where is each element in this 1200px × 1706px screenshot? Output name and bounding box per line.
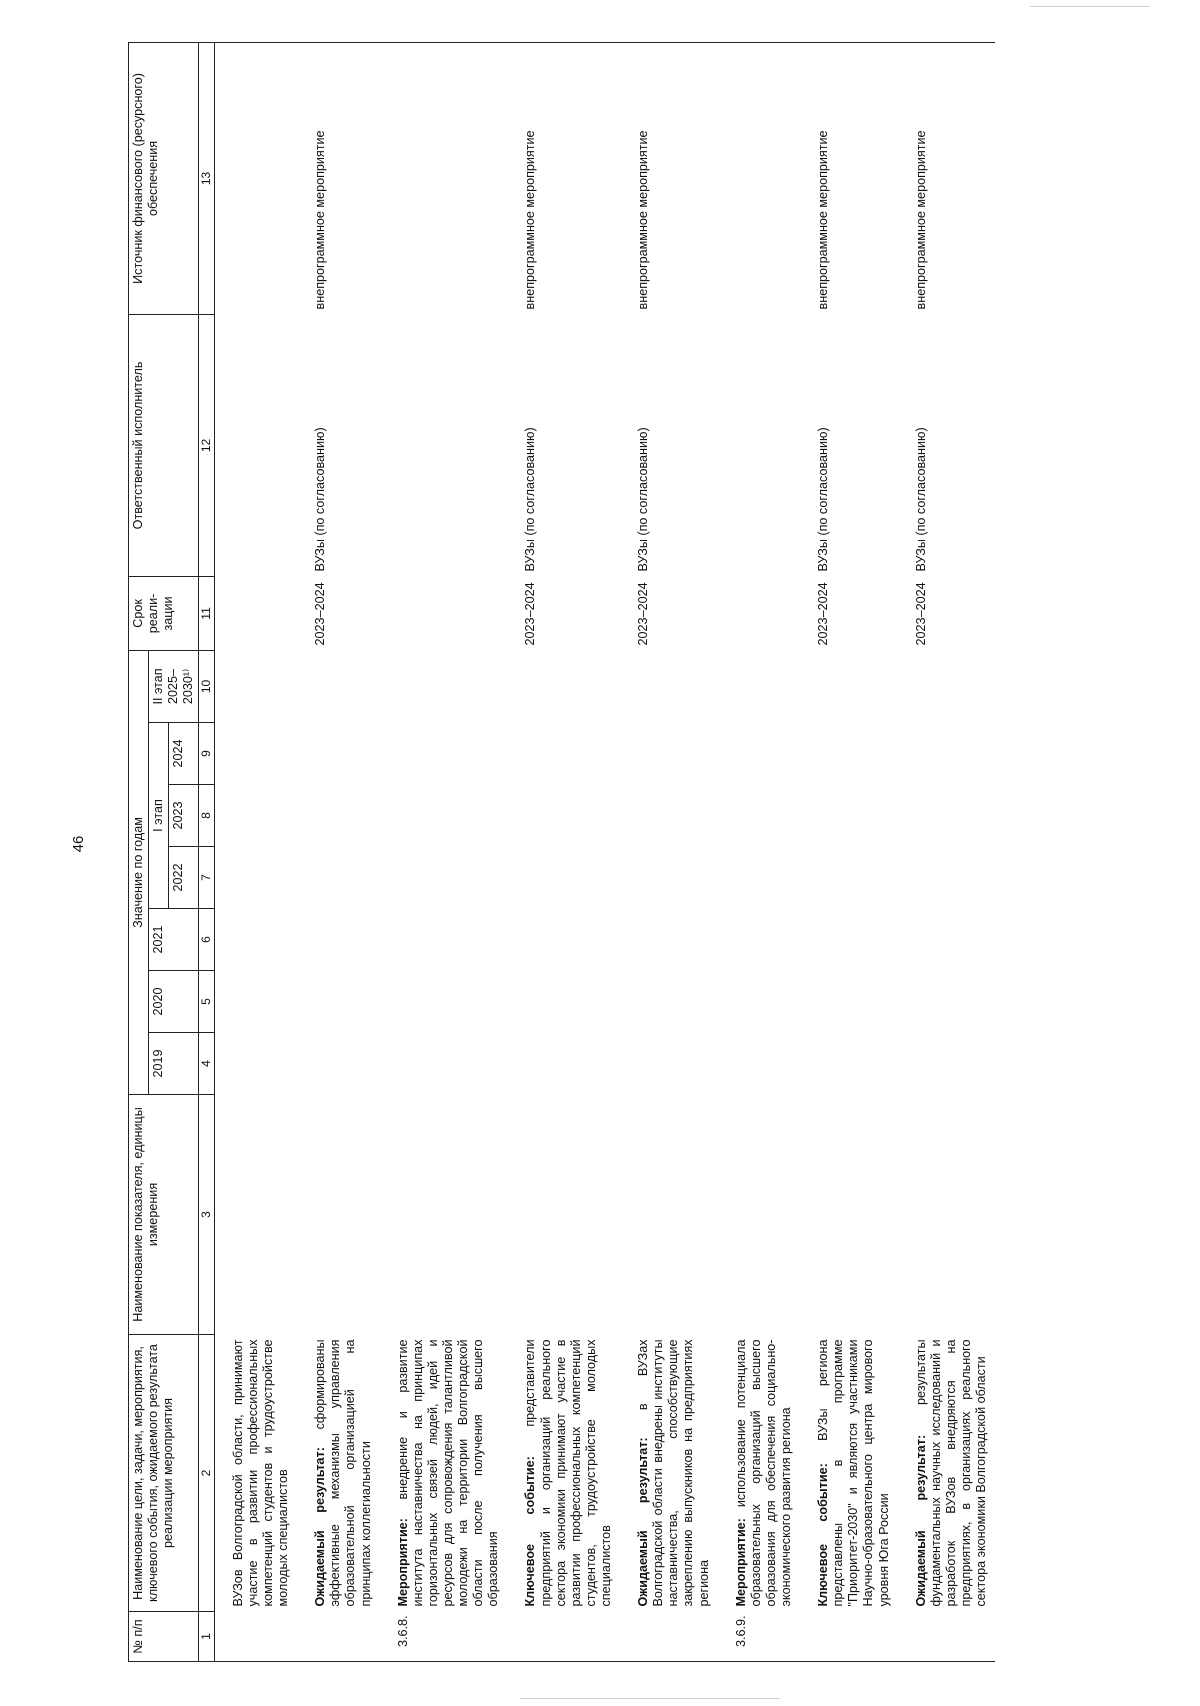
empty-cell <box>800 971 898 1033</box>
header-year-2023: 2023 <box>169 785 199 847</box>
empty-cell <box>507 909 620 971</box>
row-executor: ВУЗы (по согласованию) <box>523 427 538 572</box>
row-text: использование потенциала образовательных организаций высшего образования для обеспечения социально-экономического развития региона <box>733 1339 793 1607</box>
empty-cell <box>380 1095 508 1335</box>
row-executor <box>214 314 297 576</box>
row-source: внепрограммное мероприятие <box>898 42 996 314</box>
row-number: 3.6.8. <box>380 1612 508 1662</box>
column-number: 8 <box>199 785 214 847</box>
column-number: 5 <box>199 971 214 1033</box>
row-description <box>380 1335 508 1612</box>
empty-cell <box>800 723 898 785</box>
row-number <box>898 1612 996 1662</box>
row-description <box>898 1335 996 1612</box>
empty-cell <box>380 847 508 909</box>
header-term: Срок реали-зации <box>129 576 199 650</box>
empty-cell <box>380 785 508 847</box>
empty-cell <box>898 1033 996 1095</box>
header-indicator: Наименование показателя, единицы измерения <box>129 1095 199 1335</box>
row-term: 2023–2024 <box>313 582 328 646</box>
empty-cell <box>214 723 297 785</box>
row-lead-label: Ключевое событие: <box>523 1456 538 1607</box>
empty-cell <box>380 971 508 1033</box>
row-lead-label: Ожидаемый результат: <box>313 1447 328 1607</box>
row-lead-label: Ключевое событие: <box>816 1463 831 1607</box>
column-number: 11 <box>199 576 214 650</box>
empty-cell <box>620 971 718 1033</box>
empty-cell <box>898 785 996 847</box>
row-description <box>297 1335 379 1612</box>
row-number <box>297 1612 379 1662</box>
header-num: № п/п <box>129 1612 199 1662</box>
empty-cell <box>214 847 297 909</box>
empty-cell <box>800 847 898 909</box>
column-number: 12 <box>199 314 214 576</box>
empty-cell <box>507 847 620 909</box>
table-row <box>214 42 297 1661</box>
empty-cell <box>800 785 898 847</box>
empty-cell <box>214 1095 297 1335</box>
row-executor: ВУЗы (по согласованию) <box>636 427 651 572</box>
column-number: 3 <box>199 1095 214 1335</box>
column-number: 1 <box>199 1612 214 1662</box>
column-number: 10 <box>199 650 214 722</box>
row-term <box>214 576 297 650</box>
row-executor: ВУЗы (по согласованию) <box>816 427 831 572</box>
empty-cell <box>620 847 718 909</box>
table-row <box>620 42 718 1661</box>
row-text: ВУЗов Волгоградской области, принимают участие в развитии профессиональных компетенций студентов и трудоустройстве молодых специалистов <box>230 1339 291 1607</box>
column-numbers-row <box>199 42 214 1661</box>
empty-cell <box>297 971 379 1033</box>
header-source: Источник финансового (ресурсного) обеспечения <box>129 42 199 314</box>
row-source: внепрограммное мероприятие <box>507 42 620 314</box>
row-lead-label: Мероприятие: <box>395 1518 410 1607</box>
table-row <box>800 42 898 1661</box>
empty-cell <box>380 723 508 785</box>
empty-cell <box>898 650 996 722</box>
empty-cell <box>898 909 996 971</box>
empty-cell <box>380 909 508 971</box>
row-executor: ВУЗы (по согласованию) <box>913 427 928 572</box>
empty-cell <box>718 1095 800 1335</box>
row-term <box>380 576 508 650</box>
header-name: Наименование цели, задачи, мероприятия, ключевого события, ожидаемого результата реализации мероприятия <box>129 1335 199 1612</box>
row-description <box>718 1335 800 1612</box>
empty-cell <box>297 909 379 971</box>
header-year-2024: 2024 <box>169 723 199 785</box>
row-source: внепрограммное мероприятие <box>620 42 718 314</box>
empty-cell <box>718 847 800 909</box>
row-lead-label: Ожидаемый результат: <box>913 1434 928 1607</box>
empty-cell <box>800 1095 898 1335</box>
empty-cell <box>898 847 996 909</box>
empty-cell <box>620 650 718 722</box>
empty-cell <box>718 971 800 1033</box>
empty-cell <box>620 1033 718 1095</box>
row-source <box>718 42 800 314</box>
empty-cell <box>507 723 620 785</box>
empty-cell <box>620 909 718 971</box>
column-number: 6 <box>199 909 214 971</box>
empty-cell <box>620 785 718 847</box>
empty-cell <box>297 723 379 785</box>
scan-edge-top <box>1030 6 1150 7</box>
header-year-2021: 2021 <box>149 909 199 971</box>
row-text: результаты фундаментальных научных исследований и разработок ВУЗов внедряются на предприятиях, в организациях реального сектора экономики Волгоградской области <box>913 1339 989 1607</box>
header-year-2022: 2022 <box>169 847 199 909</box>
empty-cell <box>507 971 620 1033</box>
row-description <box>507 1335 620 1612</box>
empty-cell <box>507 1095 620 1335</box>
empty-cell <box>800 909 898 971</box>
table-row <box>507 42 620 1661</box>
row-source <box>214 42 297 314</box>
empty-cell <box>214 650 297 722</box>
empty-cell <box>297 1095 379 1335</box>
empty-cell <box>507 1033 620 1095</box>
row-lead-label: Ожидаемый результат: <box>636 1437 651 1607</box>
row-text: внедрение и развитие института наставничества на принципах горизонтальных связей людей, идей и ресурсов для сопровождения талантливой молодежи на территории Волгоградской области после получения высшего образования <box>395 1339 501 1607</box>
scan-edge-bottom <box>520 1698 780 1699</box>
empty-cell <box>898 971 996 1033</box>
table-body <box>214 42 995 1661</box>
empty-cell <box>297 1033 379 1095</box>
row-number <box>620 1612 718 1662</box>
row-number <box>800 1612 898 1662</box>
empty-cell <box>718 1033 800 1095</box>
header-values-by-year: Значение по годам <box>129 650 149 1094</box>
row-term: 2023–2024 <box>913 582 928 646</box>
row-lead-label: Мероприятие: <box>733 1518 748 1607</box>
row-term <box>718 576 800 650</box>
row-text: представители предприятий и организаций реального сектора экономики принимают участие в развитии профессиональных компетенций студентов, трудоустройстве молодых специалистов <box>523 1339 614 1607</box>
column-number: 7 <box>199 847 214 909</box>
row-text: сформированы эффективные механизмы управления образовательной организацией на принципах коллегиальности <box>313 1339 373 1607</box>
column-number: 9 <box>199 723 214 785</box>
program-table <box>128 42 995 1662</box>
empty-cell <box>214 1033 297 1095</box>
empty-cell <box>800 650 898 722</box>
header-year-2020: 2020 <box>149 971 199 1033</box>
empty-cell <box>214 785 297 847</box>
empty-cell <box>620 1095 718 1335</box>
column-number: 4 <box>199 1033 214 1095</box>
empty-cell <box>214 909 297 971</box>
row-description <box>620 1335 718 1612</box>
row-executor <box>718 314 800 576</box>
row-term: 2023–2024 <box>636 582 651 646</box>
empty-cell <box>297 650 379 722</box>
header-stage-2: II этап 2025–2030¹⁾ <box>149 650 199 722</box>
row-description <box>214 1335 297 1612</box>
empty-cell <box>718 723 800 785</box>
empty-cell <box>297 847 379 909</box>
empty-cell <box>898 723 996 785</box>
header-year-2019: 2019 <box>149 1033 199 1095</box>
empty-cell <box>507 650 620 722</box>
row-text: ВУЗы региона представлены в программе "Приоритет-2030" и являются участниками Научно-образовательного центра мирового уровня Юга России <box>816 1339 891 1607</box>
empty-cell <box>380 650 508 722</box>
empty-cell <box>718 650 800 722</box>
row-term: 2023–2024 <box>523 582 538 646</box>
header-stage-1: I этап <box>149 723 169 909</box>
row-executor: ВУЗы (по согласованию) <box>313 427 328 572</box>
row-executor <box>380 314 508 576</box>
row-source <box>380 42 508 314</box>
table-row <box>898 42 996 1661</box>
empty-cell <box>718 909 800 971</box>
empty-cell <box>800 1033 898 1095</box>
row-description <box>800 1335 898 1612</box>
row-term: 2023–2024 <box>816 582 831 646</box>
row-number: 3.6.9. <box>718 1612 800 1662</box>
table-row <box>380 42 508 1661</box>
empty-cell <box>297 785 379 847</box>
page-number: 46 <box>70 835 87 853</box>
row-source: внепрограммное мероприятие <box>800 42 898 314</box>
empty-cell <box>620 723 718 785</box>
row-source: внепрограммное мероприятие <box>297 42 379 314</box>
row-number <box>214 1612 297 1662</box>
column-number: 2 <box>199 1335 214 1612</box>
table-row <box>297 42 379 1661</box>
table-row <box>718 42 800 1661</box>
row-text: в ВУЗах Волгоградской области внедрены институты наставничества, способствующие закреплению выпускников на предприятиях региона <box>636 1339 711 1607</box>
empty-cell <box>898 1095 996 1335</box>
column-number: 13 <box>199 42 214 314</box>
empty-cell <box>507 785 620 847</box>
header-executor: Ответственный исполнитель <box>129 314 199 576</box>
empty-cell <box>380 1033 508 1095</box>
empty-cell <box>718 785 800 847</box>
empty-cell <box>214 971 297 1033</box>
row-number <box>507 1612 620 1662</box>
